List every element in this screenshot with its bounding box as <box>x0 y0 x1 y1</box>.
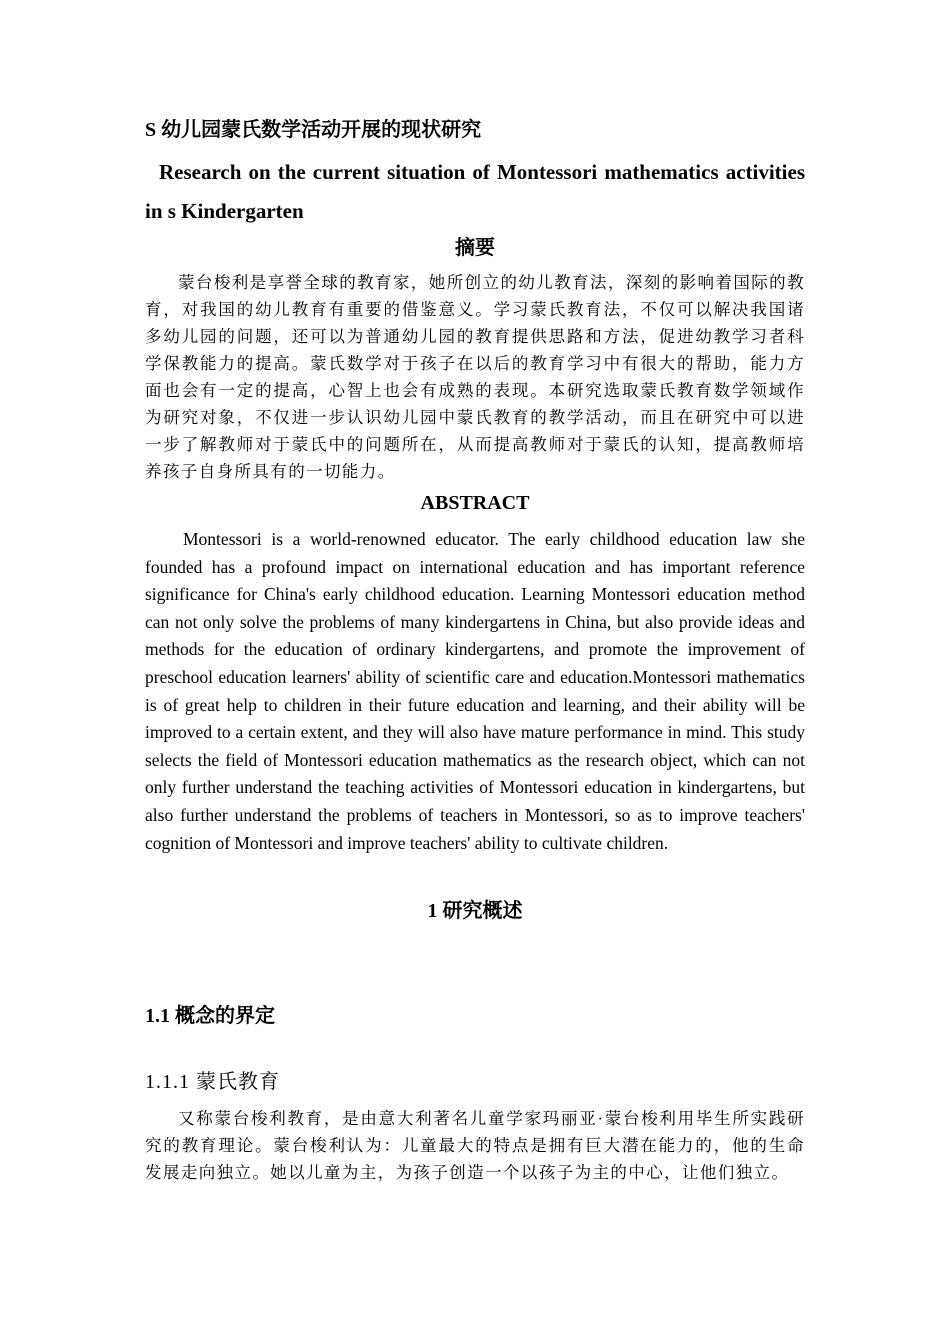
abstract-heading-chinese: 摘要 <box>455 237 495 259</box>
abstract-body-chinese: 蒙台梭利是享誉全球的教育家，她所创立的幼儿教育法，深刻的影响着国际的教育，对我国的幼儿教育有重要的借鉴意义。学习蒙氏教育法，不仅可以解决我国诸多幼儿园的问题，还可以为普通幼儿园的教育提供思路和方法，促进幼教学习者科学保教能力的提高。蒙氏数学对于孩子在以后的教育学习中有很大的帮助，能力方面也会有一定的提高，心智上也会有成熟的表现。本研究选取蒙氏教育数学领域作为研究对象，不仅进一步认识幼儿园中蒙氏教育的教学活动，而且在研究中可以进一步了解教师对于蒙氏中的问题所在，从而提高教师对于蒙氏的认知，提高教师培养孩子自身所具有的一切能力。 <box>145 273 805 481</box>
title-chinese: S 幼儿园蒙氏数学活动开展的现状研究 <box>145 119 482 141</box>
title-english: Research on the current situation of Montessori mathematics activities in s Kindergarten <box>145 160 805 223</box>
section-1-1-1-heading: 1.1.1 蒙氏教育 <box>145 1071 280 1093</box>
section-1-1-heading: 1.1 概念的界定 <box>145 1005 275 1027</box>
abstract-heading-english: ABSTRACT <box>420 492 530 514</box>
abstract-body-english: Montessori is a world-renowned educator. The early childhood education law she founded has a profound impact on international education and has important reference significance for China's early childhood education. Learning Montessori education method can not only solve the problems of many kindergartens in China, but also provide ideas and methods for the education of ordinary kindergartens, and promote the improvement of preschool education learners' ability of scientific care and education.Montessori mathematics is of great help to children in their future education and learning, and their ability will be improved to a certain extent, and they will also have mature performance in mind. This study selects the field of Montessori education mathematics as the research object, which can not only further understand the teaching activities of Montessori education in kindergartens, but also further understand the problems of teachers in Montessori, so as to improve teachers' cognition of Montessori and improve teachers' ability to cultivate children. <box>145 529 805 853</box>
section-1-heading: 1 研究概述 <box>427 900 523 922</box>
montessori-definition-paragraph: 又称蒙台梭利教育，是由意大利著名儿童学家玛丽亚·蒙台梭利用毕生所实践研究的教育理论。蒙台梭利认为：儿童最大的特点是拥有巨大潜在能力的，他的生命发展走向独立。她以儿童为主，为孩子创造一个以孩子为主的中心，让他们独立。 <box>145 1109 805 1182</box>
